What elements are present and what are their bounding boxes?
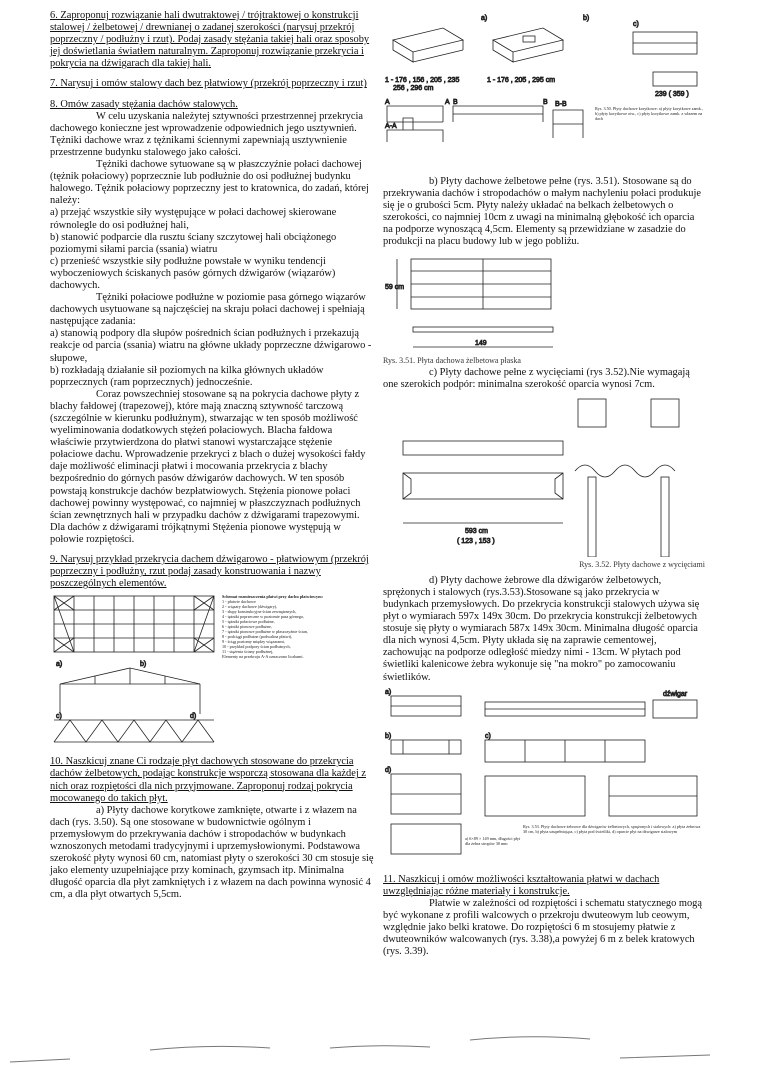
figure-9-legend-item: Elementy na przekroju A-A oznaczono liczbami. bbox=[222, 654, 304, 660]
figure-9-legend-item: 11 - stężenia ściany podłużnej, bbox=[222, 649, 274, 655]
q8-list-e: b) rozkładają działanie sił poziomych na kilka głównych układów poprzecznych (ram poprzecznych) jednocześnie. bbox=[50, 364, 324, 388]
figure-3-50 bbox=[383, 10, 705, 176]
fig352-dim-width: ( 123 , 153 ) bbox=[457, 537, 495, 545]
ribbed-slab-drawing bbox=[383, 684, 705, 870]
fig9-label-d: d) bbox=[190, 713, 197, 721]
flat-slab-drawing bbox=[383, 249, 705, 353]
channel-slab-drawing bbox=[383, 10, 705, 148]
notched-slab-drawing bbox=[383, 391, 705, 557]
q8-list-c: c) przenieść wszystkie siły podłużne powstałe w wyniku tendencji wyboczeniowych ściskanych pasów górnych dźwigarów (wiązarów) dachowych. bbox=[50, 255, 336, 291]
figure-3-53 bbox=[383, 684, 705, 874]
fig350-dim-3: 1 - 176 , 205 , 295 cm bbox=[487, 77, 556, 84]
fig353-label-girder: dźwigar bbox=[663, 690, 688, 698]
fig350-label-BB: B-B bbox=[555, 101, 567, 108]
fig350-label-A2: A bbox=[445, 99, 450, 106]
q8-list-b: b) stanowić podparcie dla rusztu ściany szczytowej hali obciążonego poziomymi siłami parcia (ssania) wiatru bbox=[50, 231, 337, 255]
question-8: 8. Omów zasady stężania dachów stalowych. bbox=[50, 98, 238, 110]
q10-paragraph-a: a) Płyty dachowe korytkowe zamknięte, otwarte i z włazem na dach (rys. 3.50). Są one stosowane w budownictwie ogólnym i przemysłowym do przekrywania dachów i stropodachów w budynkach wznoszonych metodami tradycyjnymi i uprzemysłowionymi. Podstawowa szerokość płyty wynosi 60 cm, natomiast płyty o szerokości 30 cm stosuje się jako elementy uzupełniające przy kominach, gzymsach itp. Minimalna długość oparcia dla płyt zamkniętych i z włazem na dach powinna wynosić 4 cm, a dla płyt otwartych 5,5cm. bbox=[50, 804, 374, 901]
fig350-label-A1: A bbox=[385, 99, 390, 106]
q8-paragraph-2: Tężniki dachowe sytuowane są w płaszczyźnie połaci dachowej (tężnik połaciowy) poprzecznie lub podłużnie do osi podłużnej budynku halowego. Tężnik połaciowy poprzeczny jest to kratownica, do zadań, której należy: bbox=[50, 159, 369, 207]
q8-paragraph-4: Coraz powszechniej stosowane są na pokrycia dachowe płyty z blachy fałdowej (trapezowej), które mają znaczną sztywność tarczową (szczególnie w kierunku podłużnym), stwarzając w ten sposób możliwość wyeliminowania dodatkowych stężeń połaciowych. Blacha fałdowa właściwie przytwierdzona do płatwi stanowi wystarczające stężenie połaciowe dachu. Wprowadzenie przekryci z blach o dużej wysokości fałdy daje możliwość eliminacji płatwi i mocowania przekrycia z blachy bezpośrednio do górnych pasów dźwigarów dachowych. W ten sposób powstają konstrukcje dachów bezpłatwiowych. Stężenia pionowe połaci dachowej powinny występować, co najmniej w płaszczyznach podłużnych ścian zewnętrznych hali w przypadku dachów z dźwigarami trapezowymi. Dla dachów z dźwigarami trójkątnymi Stężenia pionowe występują w połowie rozpiętości. bbox=[50, 388, 366, 545]
figure-3-52 bbox=[383, 391, 705, 575]
q8-paragraph-1: W celu uzyskania należytej sztywności przestrzennej przekrycia dachowego konieczne jest wprowadzenie odpowiednich jego usztywnień. Tężniki dachowe wraz z tężnikami ściennymi zapewniają usztywnienie przestrzenne budynku stalowego jako całości. bbox=[50, 110, 363, 158]
figure-9-legend-item: 9 - ściąg poziomy między wiązarami, bbox=[222, 639, 285, 645]
figure-3-52-caption: Rys. 3.52. Płyty dachowe z wycięciami bbox=[579, 559, 705, 569]
fig352-dim-length: 593 cm bbox=[465, 527, 488, 535]
fig350-label-c: c) bbox=[633, 21, 639, 28]
question-9: 9. Narysuj przykład przekrycia dachem dźwigarowo - płatwiowym (przekrój poprzeczny i podłużny, rzut podaj zasady konstruowania i nazwy poszczególnych elementów. bbox=[50, 554, 369, 590]
figure-3-50-caption: Rys. 3.50. Płyty dachowe korytkowe: a) płyty korytkowe zamk., b) płyty korytkowe otw., c) płyty korytkowe zamk. z włazem na dach bbox=[595, 106, 703, 121]
figure-9-legend-item: 2 - wiązary dachowe (dźwigary), bbox=[222, 604, 278, 610]
fig350-label-b: b) bbox=[583, 15, 590, 22]
figure-9-legend-item: 7 - tężniki pionowe podłużne w płaszczyźnie ścian, bbox=[222, 629, 309, 635]
q10-paragraph-d: d) Płyty dachowe żebrowe dla dźwigarów żelbetowych, sprężonych i stalowych (rys.3.53).Stosowane są jako przekrycia w budynkach przemysłowych. Do przekrycia konstrukcji stalowych używa się płyt o wymiarach 597x 149x 30cm. Do przekrycia konstrukcji żelbetowych stosuje się płyty o wymiarach 587x 149x 30cm. Minimalna długość oparcia dla nich wynosi 4,5cm. Płyty układa się na zaprawie cementowej, zachowując na podporze odległość miedzy nimi - 13cm. W płytach pod świetliki kalenicowe żebra wykonuje się "na mokro" po zamocowaniu świetlików. bbox=[383, 574, 700, 683]
roof-bracing-drawing bbox=[50, 592, 220, 750]
figure-9-legend-item: 10 - przykład podpory ścian podłużnych, bbox=[222, 644, 291, 650]
figure-9-legend-item: 3 - słupy konstrukcyjne ścian zewnętrznych, bbox=[222, 609, 297, 615]
figure-3-51 bbox=[383, 249, 705, 367]
fig9-label-b: b) bbox=[140, 661, 147, 669]
q8-list-a: a) przejąć wszystkie siły występujące w połaci dachowej skierowane równolegle do osi podłużnej hali, bbox=[50, 207, 337, 231]
fig353-label-b: b) bbox=[385, 732, 392, 740]
fig350-dim-1: 1 - 176 , 156 , 205 , 235 bbox=[385, 77, 460, 84]
figure-9-legend-item: 5 - tężniki połaciowe podłużne, bbox=[222, 619, 275, 625]
fig9-label-c: c) bbox=[56, 713, 62, 721]
fig350-dim-2: 256 , 296 cm bbox=[393, 85, 434, 92]
q10-paragraph-c: c) Płyty dachowe pełne z wycięciami (rys 3.52).Nie wymagają one szerokich podpór: minimalna szerokość oparcia wynosi 7cm. bbox=[383, 366, 690, 390]
fig350-label-B2: B bbox=[543, 99, 548, 106]
fig353-label-d: d) bbox=[385, 766, 392, 774]
figure-9-legend-item: 8 - podciągi podłużne (podwalina płatwi), bbox=[222, 634, 293, 640]
figure-9-legend-item: 1 - płatwie dachowe bbox=[222, 599, 256, 605]
fig350-label-B1: B bbox=[453, 99, 458, 106]
figure-9-legend-item: 4 - tężniki poprzeczne w poziomie pasa górnego, bbox=[222, 614, 305, 620]
fig9-label-a: a) bbox=[56, 661, 63, 669]
figure-3-51-caption: Rys. 3.51. Płyta dachowa żelbetowa płaska bbox=[383, 355, 521, 365]
figure-3-53-caption: Rys. 3.53. Płyty dachowe żebrowe dla dźwigarów żelbetowych, sprężonych i stalowych: a) płyta żebrowa 30 cm, b) płyta uzupełniająca, c) płyta pod świetliki, d) oparcie płyt na dźwigarze stalowym bbox=[523, 823, 701, 834]
fig350-label-AA: A-A bbox=[385, 123, 397, 130]
fig350-label-a: a) bbox=[481, 15, 488, 22]
figure-3-53-note: a) 6×89 × 149 mm, długości płyt dla żebra stropów 30 mm bbox=[465, 835, 521, 846]
fig351-dim-width: 59 cm bbox=[385, 283, 405, 291]
left-column bbox=[50, 10, 375, 901]
fig351-dim-length: 149 bbox=[475, 339, 487, 347]
fig353-label-c: c) bbox=[485, 732, 491, 740]
question-11: 11. Naszkicuj i omów możliwości kształtowania płatwi w dachach uwzględniając różne materiały i konstrukcje. bbox=[383, 873, 660, 897]
figure-9 bbox=[50, 592, 375, 750]
question-10: 10. Naszkicuj znane Ci rodzaje płyt dachowych stosowane do przekrycia dachów żelbetowych, podając konstrukcje wsporczą stosowana dla każdej z nich oraz rozpiętości dla nich przyjmowane. Zaproponuj rodzaj pokrycia mocowanego do takich płyt. bbox=[50, 756, 366, 804]
q8-list-d: a) stanowią podpory dla słupów pośrednich ścian podłużnych i przekazują reakcje od parcia (ssania) wiatru na główne układy poprzeczne dźwigarowo - słupowe, bbox=[50, 328, 372, 364]
figure-9-legend-item: 6 - tężniki pionowe podłużne, bbox=[222, 624, 272, 630]
question-6: 6. Zaproponuj rozwiązanie hali dwutraktowej / trójtraktowej o konstrukcji stalowej / żelbetowej / drewnianej o zadanej szerokości (narysuj przekrój poprzeczny / podłużny i rzut). Podaj zasady stężania takiej hali oraz sposoby jej doświetlania światłem naturalnym. Zaproponuj rozwiązanie przekrycia i pokrycia na dźwigarach dla takiej hali. bbox=[50, 10, 370, 70]
q10-paragraph-b: b) Płyty dachowe żelbetowe pełne (rys. 3.51). Stosowane są do przekrywania dachów i stropodachów o małym nachyleniu połaci produkuje się je o grubości 5cm. Płyty należy układać na belkach żelbetowych o szerokości, co najmniej 10cm z uwagi na minimalną głębokość ich oparcia na podporze wynoszącą 4,5cm. Elementy są przewidziane w zasadzie do produkcji na placu budowy lub w jego pobliżu. bbox=[383, 176, 701, 248]
right-column bbox=[383, 10, 705, 958]
q11-paragraph: Płatwie w zależności od rozpiętości i schematu statycznego mogą być wykonane z profili walcowych o przekroju dwuteowym lub ceowym, względnie jako belki kratowe. Do rozpiętości 6 m stosujemy płatwie z dwuteowników walcowanych (rys. 3.38),a powyżej 6 m z belek kratowych (rys. 3.39). bbox=[383, 897, 702, 958]
figure-9-legend bbox=[222, 594, 372, 659]
fig350-dim-4: 239 ( 359 ) bbox=[655, 91, 689, 98]
scan-artifacts bbox=[0, 1010, 760, 1070]
fig353-label-a: a) bbox=[385, 688, 392, 696]
figure-9-legend-title: Schemat rozmieszczenia płatwi przy dachu płatwiowym: bbox=[222, 594, 323, 600]
q8-paragraph-3: Tężniki połaciowe podłużne w poziomie pasa górnego wiązarów dachowych usytuowane są najczęściej na skraju połaci dachowej i spełniają następujące zadania: bbox=[50, 292, 366, 328]
question-7: 7. Narysuj i omów stalowy dach bez płatwiowy (przekrój poprzeczny i rzut) bbox=[50, 78, 367, 90]
